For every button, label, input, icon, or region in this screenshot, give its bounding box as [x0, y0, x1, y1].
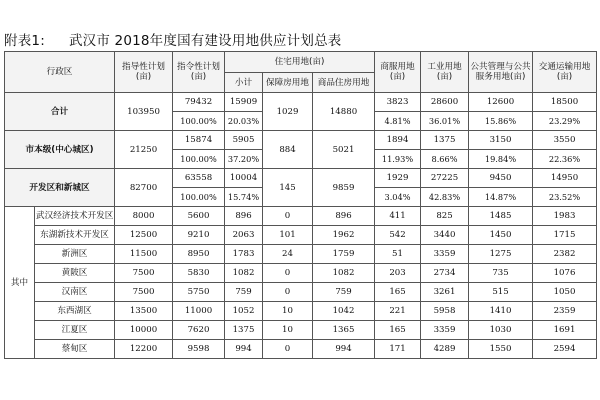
- cell: 28600: [421, 93, 469, 112]
- cell: 2594: [533, 340, 597, 359]
- table-row: [5, 226, 597, 245]
- cell: 15874: [173, 131, 225, 150]
- cell-guide: 21250: [115, 131, 173, 169]
- cell: 3261: [421, 283, 469, 302]
- cell: 1050: [533, 283, 597, 302]
- cell: 13500: [115, 302, 173, 321]
- cell: 79432: [173, 93, 225, 112]
- cell: 165: [375, 321, 421, 340]
- cell-pct: 36.01%: [421, 112, 469, 131]
- cell: 221: [375, 302, 421, 321]
- table-row: [5, 321, 597, 340]
- district-name: 东西湖区: [35, 302, 115, 321]
- cell-pct: 23.52%: [533, 188, 597, 207]
- cell: 12600: [469, 93, 533, 112]
- cell: 1962: [313, 226, 375, 245]
- cell: 27225: [421, 169, 469, 188]
- cell-pct: 19.84%: [469, 150, 533, 169]
- cell-pct: 11.93%: [375, 150, 421, 169]
- district-name: 东湖新技术开发区: [35, 226, 115, 245]
- cell: 3550: [533, 131, 597, 150]
- district-name: 江夏区: [35, 321, 115, 340]
- cell: 3440: [421, 226, 469, 245]
- cell: 15909: [225, 93, 263, 112]
- cell: 14950: [533, 169, 597, 188]
- cell: 735: [469, 264, 533, 283]
- row-label: 市本级(中心城区): [5, 131, 115, 169]
- header-district: 行政区: [5, 52, 115, 93]
- cell: 0: [263, 207, 313, 226]
- cell: 24: [263, 245, 313, 264]
- cell: 1894: [375, 131, 421, 150]
- cell: 759: [225, 283, 263, 302]
- header-transport: 交通运输用地(亩): [533, 52, 597, 93]
- cell: 7500: [115, 264, 173, 283]
- cell-pct: 42.83%: [421, 188, 469, 207]
- cell: 165: [375, 283, 421, 302]
- cell: 994: [313, 340, 375, 359]
- header-directive-plan: 指令性计划(亩): [173, 52, 225, 93]
- cell: 145: [263, 169, 313, 207]
- cell: 0: [263, 340, 313, 359]
- cell: 171: [375, 340, 421, 359]
- header-affordable: 保障房用地: [263, 73, 313, 93]
- cell: 1365: [313, 321, 375, 340]
- table-row-total: [5, 93, 597, 112]
- cell: 9859: [313, 169, 375, 207]
- cell: 3823: [375, 93, 421, 112]
- cell: 884: [263, 131, 313, 169]
- cell: 101: [263, 226, 313, 245]
- table-row-new-districts: [5, 169, 597, 188]
- cell: 896: [225, 207, 263, 226]
- cell: 12200: [115, 340, 173, 359]
- cell: 994: [225, 340, 263, 359]
- table-row: [5, 302, 597, 321]
- cell: 1082: [313, 264, 375, 283]
- cell: 1029: [263, 93, 313, 131]
- cell: 9598: [173, 340, 225, 359]
- land-supply-table: [4, 51, 597, 359]
- cell: 5750: [173, 283, 225, 302]
- table-row: [5, 340, 597, 359]
- cell: 1375: [421, 131, 469, 150]
- cell: 18500: [533, 93, 597, 112]
- table-row: [5, 245, 597, 264]
- cell-pct: 14.87%: [469, 188, 533, 207]
- cell: 12500: [115, 226, 173, 245]
- cell: 1275: [469, 245, 533, 264]
- cell-pct: 15.86%: [469, 112, 533, 131]
- header-business: 商服用地(亩): [375, 52, 421, 93]
- cell: 7620: [173, 321, 225, 340]
- district-name: 黄陂区: [35, 264, 115, 283]
- document-title: [4, 30, 342, 52]
- cell: 1759: [313, 245, 375, 264]
- cell: 1715: [533, 226, 597, 245]
- cell: 8950: [173, 245, 225, 264]
- cell: 1082: [225, 264, 263, 283]
- cell: 11500: [115, 245, 173, 264]
- table-row-city-level: [5, 131, 597, 150]
- cell: 5021: [313, 131, 375, 169]
- cell: 411: [375, 207, 421, 226]
- district-name: 武汉经济技术开发区: [35, 207, 115, 226]
- table-row: [5, 264, 597, 283]
- header-industrial: 工业用地(亩): [421, 52, 469, 93]
- header-guide-plan: 指导性计划(亩): [115, 52, 173, 93]
- cell-pct: 4.81%: [375, 112, 421, 131]
- cell: 0: [263, 264, 313, 283]
- cell: 5830: [173, 264, 225, 283]
- header-residential: 住宅用地(亩): [225, 52, 375, 73]
- cell-pct: 100.00%: [173, 150, 225, 169]
- appendix-label: 附表1:: [4, 33, 45, 49]
- cell-pct: 3.04%: [375, 188, 421, 207]
- cell-pct: 100.00%: [173, 112, 225, 131]
- cell-pct: 100.00%: [173, 188, 225, 207]
- cell: 1550: [469, 340, 533, 359]
- cell: 515: [469, 283, 533, 302]
- cell: 0: [263, 283, 313, 302]
- cell: 3359: [421, 245, 469, 264]
- cell: 10: [263, 302, 313, 321]
- cell-pct: 20.03%: [225, 112, 263, 131]
- header-commercial-housing: 商品住房用地: [313, 73, 375, 93]
- cell: 1052: [225, 302, 263, 321]
- cell: 896: [313, 207, 375, 226]
- cell: 2359: [533, 302, 597, 321]
- cell-pct: 15.74%: [225, 188, 263, 207]
- cell: 825: [421, 207, 469, 226]
- cell: 10: [263, 321, 313, 340]
- table-row: [5, 207, 597, 226]
- group-label: 其中: [5, 207, 35, 359]
- district-name: 汉南区: [35, 283, 115, 302]
- cell: 759: [313, 283, 375, 302]
- cell: 1929: [375, 169, 421, 188]
- row-label: 合计: [5, 93, 115, 131]
- cell: 7500: [115, 283, 173, 302]
- cell: 1783: [225, 245, 263, 264]
- cell: 8000: [115, 207, 173, 226]
- cell: 1691: [533, 321, 597, 340]
- cell: 2063: [225, 226, 263, 245]
- header-subtotal: 小计: [225, 73, 263, 93]
- cell: 1485: [469, 207, 533, 226]
- cell: 542: [375, 226, 421, 245]
- cell: 5600: [173, 207, 225, 226]
- cell-pct: 37.20%: [225, 150, 263, 169]
- cell: 1030: [469, 321, 533, 340]
- cell: 51: [375, 245, 421, 264]
- cell: 1983: [533, 207, 597, 226]
- district-name: 新洲区: [35, 245, 115, 264]
- cell: 63558: [173, 169, 225, 188]
- cell: 1450: [469, 226, 533, 245]
- cell: 10004: [225, 169, 263, 188]
- cell-guide: 103950: [115, 93, 173, 131]
- cell: 3359: [421, 321, 469, 340]
- cell-pct: 23.29%: [533, 112, 597, 131]
- cell: 2382: [533, 245, 597, 264]
- cell: 1076: [533, 264, 597, 283]
- table-row: [5, 283, 597, 302]
- cell: 4289: [421, 340, 469, 359]
- cell: 1042: [313, 302, 375, 321]
- title-text: 武汉市 2018年度国有建设用地供应计划总表: [68, 33, 342, 49]
- cell: 11000: [173, 302, 225, 321]
- cell: 5905: [225, 131, 263, 150]
- cell: 10000: [115, 321, 173, 340]
- cell-guide: 82700: [115, 169, 173, 207]
- cell: 203: [375, 264, 421, 283]
- cell: 3150: [469, 131, 533, 150]
- cell-pct: 22.36%: [533, 150, 597, 169]
- cell: 1375: [225, 321, 263, 340]
- cell: 5958: [421, 302, 469, 321]
- cell: 9210: [173, 226, 225, 245]
- cell: 1410: [469, 302, 533, 321]
- district-name: 蔡甸区: [35, 340, 115, 359]
- cell: 2734: [421, 264, 469, 283]
- cell-pct: 8.66%: [421, 150, 469, 169]
- row-label: 开发区和新城区: [5, 169, 115, 207]
- cell: 9450: [469, 169, 533, 188]
- cell: 14880: [313, 93, 375, 131]
- header-public: 公共管理与公共服务用地(亩): [469, 52, 533, 93]
